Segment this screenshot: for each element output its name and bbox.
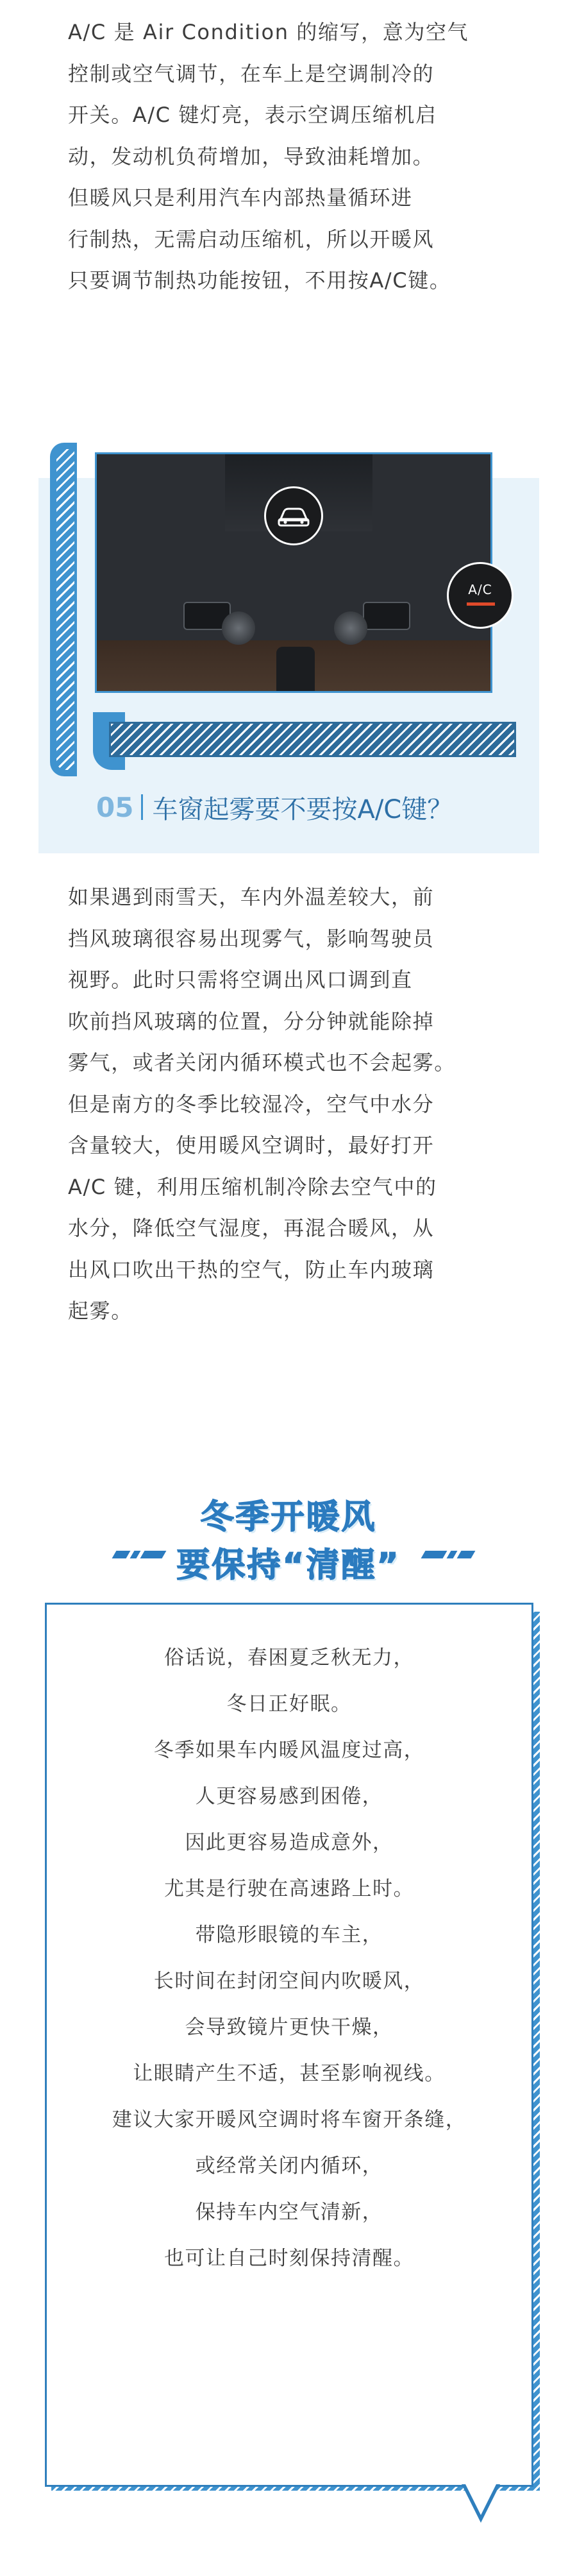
paragraph-line: 控制或空气调节，在车上是空调制冷的 bbox=[68, 61, 435, 86]
paragraph-line: 行制热，无需启动压缩机，所以开暖风 bbox=[68, 226, 435, 252]
quote-text bbox=[45, 1635, 533, 2282]
scroll-stripes-decoration bbox=[56, 449, 74, 770]
paragraph-line: 含量较大，使用暖风空调时，最好打开 bbox=[68, 1133, 435, 1157]
paragraph-line: 只要调节制热功能按钮，不用按A/C键。 bbox=[68, 268, 451, 293]
paragraph-line: 起雾。 bbox=[68, 1299, 133, 1323]
air-vent bbox=[363, 602, 410, 630]
quote-line: 带隐形眼镜的车主， bbox=[195, 1923, 383, 1947]
heading-divider bbox=[141, 794, 143, 820]
car-front-icon bbox=[264, 486, 323, 545]
ac-indicator-bar bbox=[467, 602, 495, 606]
quote-line: 因此更容易造成意外， bbox=[185, 1831, 394, 1854]
paragraph-line: 挡风玻璃很容易出现雾气，影响驾驶员 bbox=[68, 926, 435, 951]
quote-line: 冬季如果车内暖风温度过高， bbox=[153, 1739, 425, 1762]
paragraph-line: 但暖风只是利用汽车内部热量循环进 bbox=[68, 185, 413, 210]
paragraph-line: 水分，降低空气湿度，再混合暖风，从 bbox=[68, 1216, 435, 1240]
section-number: 05 bbox=[96, 791, 134, 823]
quote-line: 保持车内空气清新， bbox=[195, 2201, 383, 2224]
climate-knob bbox=[222, 611, 255, 645]
quote-line: 冬日正好眠。 bbox=[226, 1693, 352, 1716]
climate-knob bbox=[334, 611, 367, 645]
paragraph-line: 视野。此时只需将空调出风口调到直 bbox=[68, 968, 413, 992]
paragraph-line: A/C 是 Air Condition 的缩写，意为空气 bbox=[68, 20, 469, 44]
paragraph-line: 吹前挡风玻璃的位置，分分钟就能除掉 bbox=[68, 1009, 435, 1034]
winter-title-line-1: 冬季开暖风 bbox=[200, 1498, 377, 1537]
title-dash-decoration-left bbox=[114, 1551, 164, 1558]
paragraph-line: 如果遇到雨雪天，车内外温差较大，前 bbox=[68, 885, 435, 909]
scroll-bottom-stripes bbox=[109, 722, 516, 757]
paragraph-line: A/C 键，利用压缩机制冷除去空气中的 bbox=[68, 1174, 437, 1199]
quote-line: 俗话说，春困夏乏秋无力， bbox=[164, 1646, 414, 1669]
paragraph-line: 但是南方的冬季比较湿冷，空气中水分 bbox=[68, 1091, 435, 1116]
paragraph-line: 雾气，或者关闭内循环模式也不会起雾。 bbox=[68, 1050, 456, 1075]
gear-shifter bbox=[276, 647, 315, 693]
winter-title-line-2: 要保持“清醒” bbox=[176, 1546, 401, 1585]
intro-paragraph bbox=[68, 12, 510, 302]
section-heading bbox=[96, 788, 453, 826]
section-title: 车窗起雾要不要按A/C键？ bbox=[152, 794, 453, 824]
quote-line: 尤其是行驶在高速路上时。 bbox=[164, 1877, 414, 1900]
fog-paragraph bbox=[68, 876, 510, 1332]
paragraph-line: 开关。A/C 键灯亮，表示空调压缩机启 bbox=[68, 103, 437, 127]
quote-line: 会导致镜片更快干燥， bbox=[185, 2016, 394, 2039]
quote-line: 或经常关闭内循环， bbox=[195, 2154, 383, 2178]
quote-line: 建议大家开暖风空调时将车窗开条缝， bbox=[112, 2108, 467, 2131]
quote-line: 也可让自己时刻保持清醒。 bbox=[164, 2247, 414, 2270]
paragraph-line: 出风口吹出干热的空气，防止车内玻璃 bbox=[68, 1257, 435, 1282]
quote-line: 长时间在封闭空间内吹暖风， bbox=[153, 1970, 425, 1993]
quote-line: 让眼睛产生不适，甚至影响视线。 bbox=[133, 2062, 446, 2085]
quote-line: 人更容易感到困倦， bbox=[195, 1785, 383, 1808]
title-dash-decoration-right bbox=[423, 1551, 473, 1558]
paragraph-line: 动，发动机负荷增加，导致油耗增加。 bbox=[68, 144, 435, 169]
ac-button-highlight bbox=[447, 562, 514, 629]
ac-button-label: A/C bbox=[468, 582, 492, 597]
speech-bubble-tail-inner bbox=[465, 2483, 497, 2515]
